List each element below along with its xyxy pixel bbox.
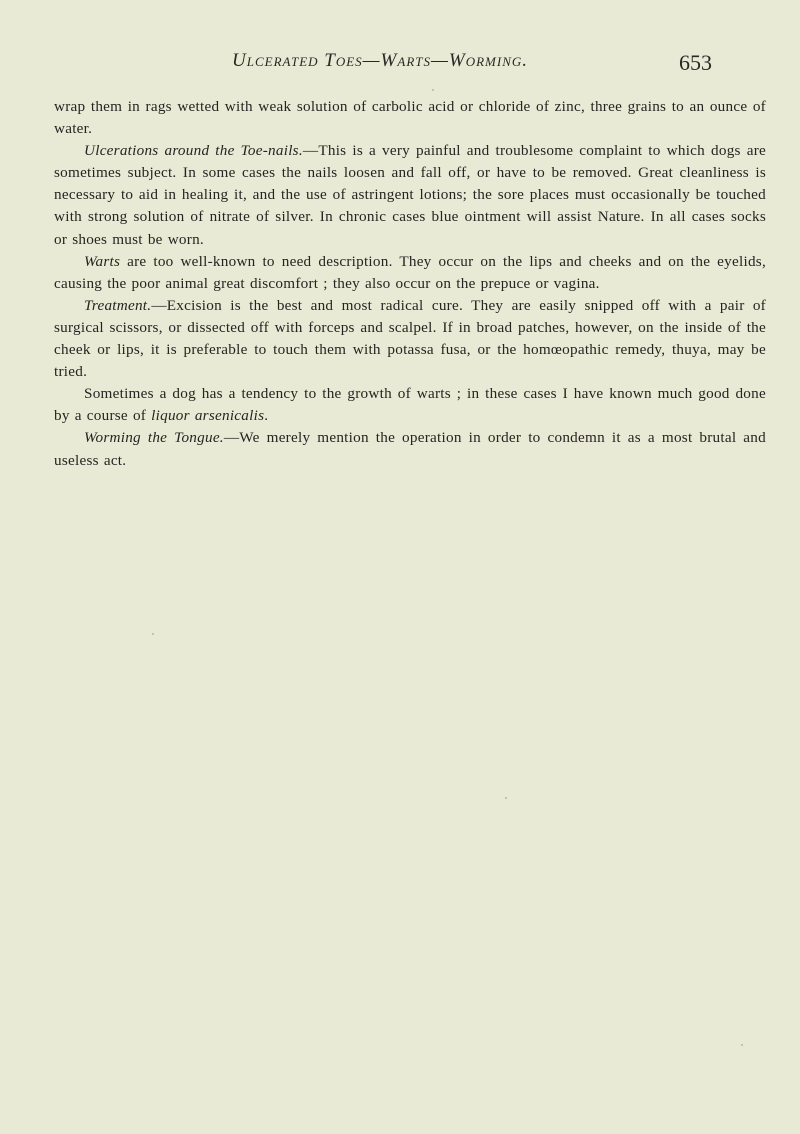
paper-speck	[152, 633, 154, 635]
section-heading: Worming the Tongue.	[84, 429, 224, 447]
paragraph-text: —This is a very painful and troublesome complaint to which dogs are sometimes subject. In some cases the nails loosen and fall off, or have to be removed. Great cleanliness is necessary to aid in healing it, and the use of astringent lotions; the sore places must occasionally be touched with strong solution of nitrate of silver. In chronic cases blue ointment will assist Nature. In all cases socks or shoes must be worn.	[54, 142, 767, 248]
paper-speck	[505, 797, 507, 799]
paragraph-text: —We merely mention the operation in order to condemn it as a most brutal and useless act.	[54, 429, 766, 469]
running-head	[82, 50, 712, 82]
body-text	[54, 96, 766, 472]
paragraph-text: are too well-known to need description. They occur on the lips and cheeks and on the eyelids, causing the poor animal great discomfort ; they also occur on the prepuce or vagina.	[54, 252, 766, 292]
paragraph-warts	[54, 251, 766, 295]
paragraph-continuation	[54, 96, 766, 140]
page-number: 653	[679, 50, 712, 75]
paragraph-ulcerations	[54, 140, 766, 250]
paragraph-text: wrap them in rags wetted with weak solution of carbolic acid or chloride of zinc, three grains to an ounce of water.	[54, 98, 766, 138]
paper-speck	[432, 89, 434, 91]
section-heading: Treatment.	[84, 296, 152, 314]
section-heading: Ulcerations around the Toe-nails.	[84, 142, 303, 160]
section-heading: Warts	[84, 252, 121, 270]
paragraph-worming	[54, 427, 766, 471]
paragraph-tendency	[54, 383, 766, 427]
paper-speck	[741, 1044, 743, 1046]
remedy-name: liquor arsenicalis	[151, 407, 265, 425]
running-title: Ulcerated Toes—Warts—Worming.	[232, 50, 529, 71]
paragraph-text: —Excision is the best and most radical cure. They are easily snipped off with a pair of surgical scissors, or dissected off with forceps and scalpel. If in broad patches, however, on the inside of the cheek or lips, it is preferable to touch them with potassa fusa, or the homœopathic remedy, thuya, may be tried.	[54, 296, 766, 381]
paragraph-text: Sometimes a dog has a tendency to the growth of warts ; in these cases I have known much good done by a course of	[54, 385, 766, 425]
paragraph-end: .	[264, 407, 269, 425]
paragraph-treatment	[54, 295, 766, 383]
